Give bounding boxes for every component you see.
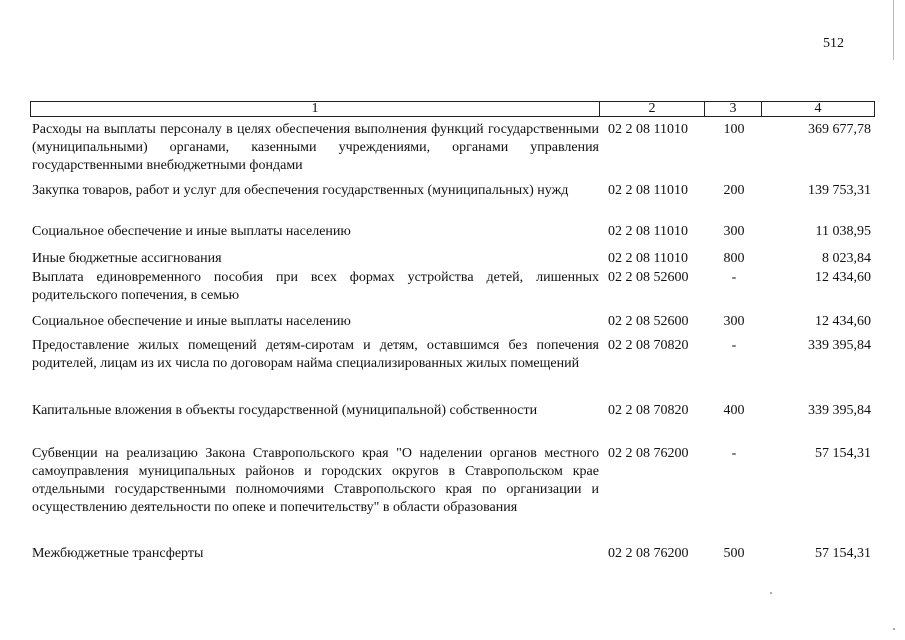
row-kind: 800 <box>723 251 745 266</box>
scan-speck <box>893 628 895 630</box>
table-header-row <box>30 101 875 117</box>
row-code: 02 2 08 11010 <box>608 224 688 239</box>
row-description: Субвенции на реализацию Закона Ставропольского края "О наделении органов местного самоуправления муниципальных районов и городских округов в Ставропольском крае отдельными государственными полномочиями Ставропольского края по организации и осуществлению деятельности по опеке и попечительству" в области образования <box>32 446 599 515</box>
row-kind: - <box>731 270 737 285</box>
row-kind: 400 <box>723 403 745 418</box>
row-code: 02 2 08 11010 <box>608 251 688 266</box>
row-code: 02 2 08 52600 <box>608 270 689 285</box>
scan-speck <box>770 592 772 594</box>
row-sum: 11 038,95 <box>815 224 871 239</box>
row-sum: 57 154,31 <box>815 546 871 561</box>
row-description: Социальное обеспечение и иные выплаты населению <box>32 224 351 239</box>
header-col-2: 2 <box>600 102 705 116</box>
row-code: 02 2 08 70820 <box>608 403 689 418</box>
header-col-1: 1 <box>31 102 600 116</box>
row-code: 02 2 08 52600 <box>608 314 689 329</box>
row-description: Расходы на выплаты персоналу в целях обеспечения выполнения функций государственными (муниципальными) органами, казенными учреждениями, органами управления государственными внебюджетными фондами <box>32 122 599 173</box>
row-description: Закупка товаров, работ и услуг для обеспечения государственных (муниципальных) нужд <box>32 183 569 198</box>
row-kind: - <box>731 338 737 353</box>
row-description: Капитальные вложения в объекты государственной (муниципальной) собственности <box>32 403 538 418</box>
page-number: 512 <box>823 36 844 51</box>
scan-edge-mark <box>893 0 894 60</box>
row-sum: 369 677,78 <box>808 122 871 137</box>
row-description: Иные бюджетные ассигнования <box>32 251 222 266</box>
row-code: 02 2 08 76200 <box>608 546 689 561</box>
row-kind: 100 <box>723 122 745 137</box>
row-sum: 139 753,31 <box>808 183 871 198</box>
row-kind: 200 <box>723 183 745 198</box>
row-kind: 500 <box>723 546 745 561</box>
row-sum: 339 395,84 <box>808 338 871 353</box>
row-code: 02 2 08 70820 <box>608 338 689 353</box>
row-description: Выплата единовременного пособия при всех формах устройства детей, лишенных родительского попечения, в семью <box>32 270 599 303</box>
header-col-4: 4 <box>814 101 822 116</box>
row-sum: 12 434,60 <box>815 270 871 285</box>
row-code: 02 2 08 11010 <box>608 183 688 198</box>
row-sum: 57 154,31 <box>815 446 871 461</box>
row-description: Социальное обеспечение и иные выплаты населению <box>32 314 351 329</box>
row-kind: 300 <box>723 224 745 239</box>
row-code: 02 2 08 11010 <box>608 122 688 137</box>
row-code: 02 2 08 76200 <box>608 446 689 461</box>
row-description: Предоставление жилых помещений детям-сиротам и детям, оставшимся без попечения родителей, лицам из их числа по договорам найма специализированных жилых помещений <box>32 338 599 371</box>
header-col-3: 3 <box>705 102 762 116</box>
row-sum: 12 434,60 <box>815 314 871 329</box>
row-description: Межбюджетные трансферты <box>32 546 204 561</box>
row-kind: 300 <box>723 314 745 329</box>
row-sum: 339 395,84 <box>808 403 871 418</box>
row-sum: 8 023,84 <box>822 251 871 266</box>
row-kind: - <box>731 446 737 461</box>
